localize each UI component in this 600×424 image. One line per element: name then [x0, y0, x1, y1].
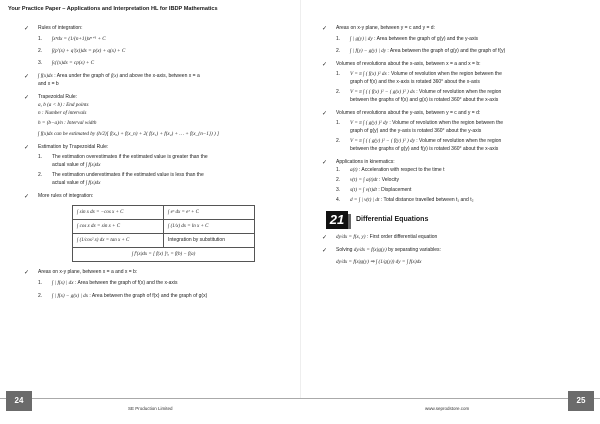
check-icon: ✓: [322, 160, 328, 166]
rule-expr: ∫xⁿdx = (1/(n+1))xⁿ⁺¹ + C: [52, 36, 106, 42]
kinematics-item: 3. s(t) = ∫ v(t)dt : Displacement: [336, 187, 412, 193]
integration-table: [72, 205, 255, 262]
trap-line: n : Number of intervals: [38, 110, 87, 116]
kinematics-item: 1. a(t) : Acceleration with respect to the time t: [336, 167, 445, 173]
area-block-cont: and x = b: [38, 81, 59, 87]
xy-area-item: 2. ∫ | f(x) − g(x) | dx : Area between the graph of f(x) and the graph of g(x): [38, 293, 208, 299]
estimation-item-cont: actual value of ∫ f(x)dx: [52, 180, 101, 186]
rules-heading: Rules of integration:: [38, 25, 83, 31]
check-icon: ✓: [24, 194, 30, 200]
check-icon: ✓: [322, 248, 328, 254]
left-column: [22, 26, 294, 302]
area-block: ✓ ∫ f(x)dx : Area under the graph of f(x) and above the x-axis, between x = a: [24, 73, 200, 80]
de-block: ✓ dy/dx = f(x, y) : First order differential equation: [322, 234, 438, 241]
kinematics-item: 2. v(t) = ∫ a(t)dt : Velocity: [336, 177, 399, 183]
page-number-left: 24: [6, 391, 32, 411]
check-icon: ✓: [24, 26, 30, 32]
table-cell: ∫ sin x dx = −cos x + C: [73, 206, 164, 220]
footer-rule: [0, 398, 600, 399]
page-gutter: [300, 0, 301, 398]
estimation-block: ✓ Estimation by Trapezoidal Rule:: [24, 144, 109, 151]
vol-y-item: 2. V = π ∫ ( ( g(y) )² − ( f(y) )² ) dy : Volume of revolution when the region: [336, 138, 502, 144]
trapezoidal-block: ✓ Trapezoidal Rule:: [24, 94, 78, 101]
kinematics-item: 4. d = ∫ | v(t) | dt : Total distance travelled between t₁ and t₂: [336, 197, 474, 203]
table-cell: ∫ (1/cos² x) dx = tan x + C: [73, 234, 164, 248]
check-icon: ✓: [322, 62, 328, 68]
check-icon: ✓: [322, 235, 328, 241]
vol-y-block: ✓ Volumes of revolutions about the y-axis, between y = c and y = d:: [322, 110, 481, 117]
vol-x-item: 1. V = π ∫ ( f(x) )² dx : Volume of revolution when the region between the: [336, 71, 502, 77]
trap-line: h = (b−a)/n : Interval width: [38, 120, 97, 126]
more-rules-block: ✓ More rules of integration:: [24, 193, 94, 200]
estimation-item: 1. The estimation overestimates if the estimated value is greater than the: [38, 154, 208, 160]
section-number-badge: 21: [326, 211, 348, 229]
de-separation-formula: dy/dx = f(x)g(y) ⇒ ∫ (1/g(y)) dy = ∫ f(x)dx: [336, 259, 422, 265]
kinematics-block: ✓ Applications in kinematics:: [322, 159, 395, 166]
rule-item: 3. ∫q′(x)dx = cp(x) + C: [38, 60, 95, 66]
check-icon: ✓: [24, 145, 30, 151]
check-icon: ✓: [322, 26, 328, 32]
vol-x-item-cont: between the graphs of f(x) and g(x) is rotated 360° about the x-axis: [350, 97, 499, 103]
xy-area-block: ✓ Areas on x-y plane, between x = a and x = b:: [24, 269, 138, 276]
rule-item: 1. ∫xⁿdx = (1/(n+1))xⁿ⁺¹ + C: [38, 36, 106, 42]
rule-expr: ∫q′(x)dx = cp(x) + C: [52, 60, 95, 66]
table-cell: ∫ (1/x) dx = ln x + C: [164, 220, 255, 234]
rule-expr: ∫(p′(x) + q′(x))dx = p(x) + q(x) + C: [52, 48, 126, 54]
vol-x-item: 2. V = π ∫ ( ( f(x) )² − ( g(x) )² ) dx : Volume of revolution when the region: [336, 89, 502, 95]
y-area-item: 2. ∫ | f(y) − g(y) | dy : Area between the graph of g(y) and the graph of f(y): [336, 48, 506, 54]
y-area-item: 1. ∫ | g(y) | dy : Area between the graph of g(y) and the y-axis: [336, 36, 479, 42]
estimation-item: 2. The estimation underestimates if the estimated value is less than the: [38, 172, 204, 178]
check-icon: ✓: [322, 111, 328, 117]
section-heading: [326, 211, 582, 229]
table-cell: Integration by substitution: [164, 234, 255, 248]
rule-item: 2. ∫(p′(x) + q′(x))dx = p(x) + q(x) + C: [38, 48, 126, 54]
y-area-block: ✓ Areas on x-y plane, between y = c and y = d:: [322, 25, 435, 32]
vol-x-block: ✓ Volumes of revolutions about the x-axis, between x = a and x = b:: [322, 61, 481, 68]
de-separation-block: ✓ Solving dy/dx = f(x)g(y) by separating variables:: [322, 247, 441, 254]
page-header-title: Your Practice Paper – Applications and Interpretation HL for IBDP Mathematics: [8, 6, 218, 12]
publisher-text: SE Production Limited: [128, 406, 173, 411]
right-column: [320, 26, 582, 268]
trap-line: a, b (a < b) : End points: [38, 102, 89, 108]
page-number-right: 25: [568, 391, 594, 411]
check-icon: ✓: [24, 74, 30, 80]
trap-formula: ∫ f(x)dx can be estimated by (h/2)[ f(x₀) + f(x_n) + 2( f(x₁) + f(x₂) + … + f(x_{n−1}) ) ]: [38, 131, 220, 137]
section-title: Differential Equations: [356, 215, 429, 223]
estimation-item-cont: actual value of ∫ f(x)dx: [52, 162, 101, 168]
vol-y-item-cont: between the graphs of g(y) and f(y) is rotated 360° about the x-axis: [350, 146, 499, 152]
table-cell: ∫ cos x dx = sin x + C: [73, 220, 164, 234]
table-cell: ∫ f′(x)dx = [ f(x) ]ᵇₐ = f(b) − f(a): [73, 248, 255, 262]
check-icon: ✓: [24, 95, 30, 101]
check-icon: ✓: [24, 270, 30, 276]
table-cell: ∫ eˣ dx = eˣ + C: [164, 206, 255, 220]
vol-x-item-cont: graph of f(x) and the x-axis is rotated 360° about the x-axis: [350, 79, 480, 85]
rules-block: [22, 26, 294, 34]
vol-y-item: 1. V = π ∫ ( g(y) )² dy : Volume of revolution when the region between the: [336, 120, 504, 126]
xy-area-item: 1. ∫ | f(x) | dx : Area between the graph of f(x) and the x-axis: [38, 280, 178, 286]
vol-y-item-cont: graph of g(y) and the y-axis is rotated 360° about the y-axis: [350, 128, 482, 134]
website-text: www.seprodstore.com: [425, 406, 470, 411]
